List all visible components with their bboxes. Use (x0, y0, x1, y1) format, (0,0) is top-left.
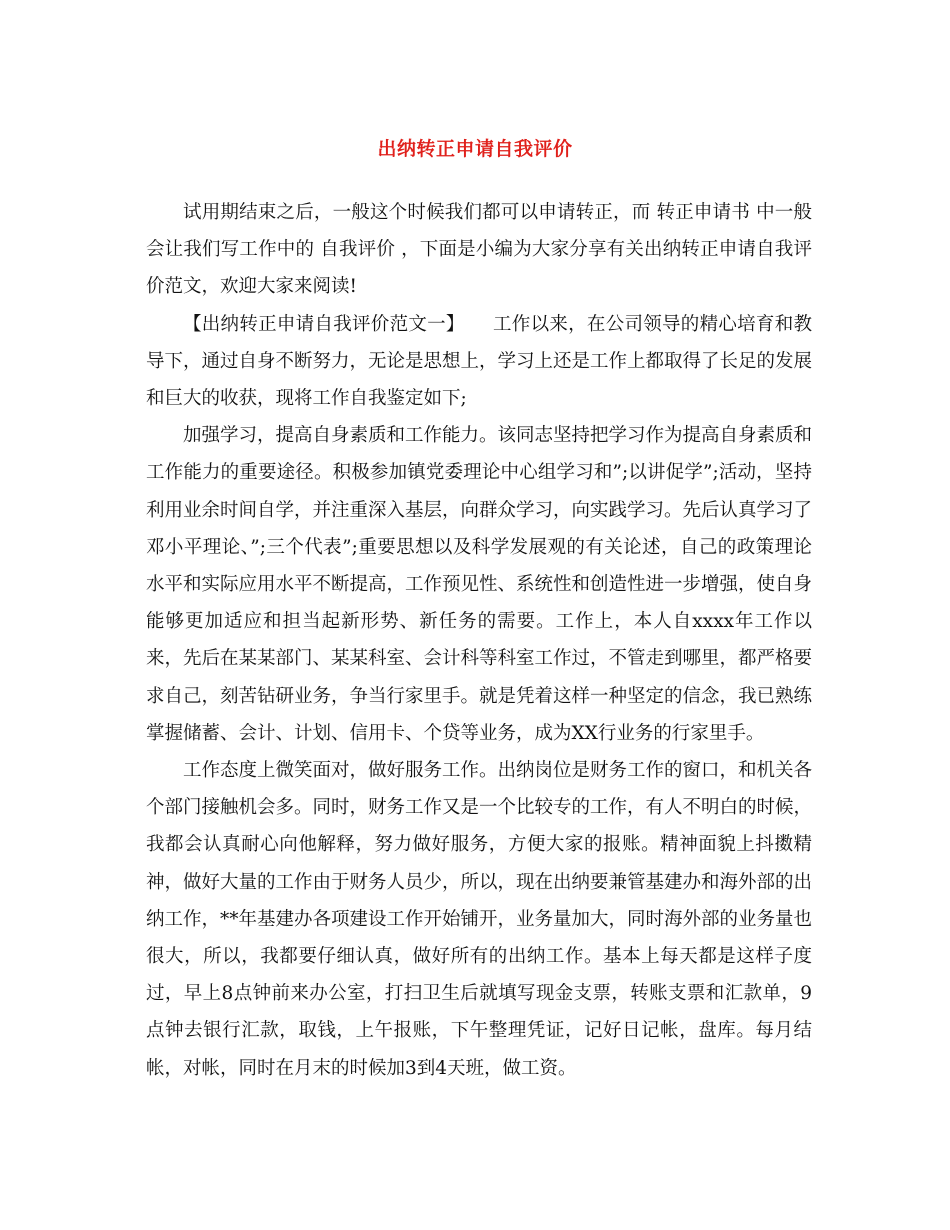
document-title: 出纳转正申请自我评价 (377, 138, 573, 160)
document-body (146, 194, 812, 1087)
paragraph-sample-one: 【出纳转正申请自我评价范文一】 工作以来，在公司领导的精心培育和教导下，通过自身不断努力，无论是思想上，学习上还是工作上都取得了长足的发展和巨大的收获，现将工作自我鉴定如下; (146, 313, 813, 410)
paragraph-study: 加强学习，提高自身素质和工作能力。该同志坚持把学习作为提高自身素质和工作能力的重要途径。积极参加镇党委理论中心组学习和”;以讲促学”;活动，坚持利用业余时间自学，并注重深入基层，向群众学习，向实践学习。先后认真学习了邓小平理论、”;三个代表”;重要思想以及科学发展观的有关论述，自己的政策理论水平和实际应用水平不断提高，工作预见性、系统性和创造性进一步增强，使自身能够更加适应和担当起新形势、新任务的需要。工作上，本人自xxxx年工作以来，先后在某某部门、某某科室、会计科等科室工作过，不管走到哪里，都严格要求自己，刻苦钻研业务，争当行家里手。就是凭着这样一种坚定的信念，我已熟练掌握储蓄、会计、计划、信用卡、个贷等业务，成为XX行业务的行家里手。 (146, 425, 813, 744)
paragraph-intro: 试用期结束之后，一般这个时候我们都可以申请转正，而 转正申请书 中一般会让我们写工作中的 自我评价 ，下面是小编为大家分享有关出纳转正申请自我评价范文，欢迎大家来阅读! (146, 202, 812, 298)
paragraph-service: 工作态度上微笑面对，做好服务工作。出纳岗位是财务工作的窗口，和机关各个部门接触机会多。同时，财务工作又是一个比较专的工作，有人不明白的时候，我都会认真耐心向他解释，努力做好服务，方便大家的报账。精神面貌上抖擞精神，做好大量的工作由于财务人员少，所以，现在出纳要兼管基建办和海外部的出纳工作，**年基建办各项建设工作开始铺开，业务量加大，同时海外部的业务量也很大，所以，我都要仔细认真，做好所有的出纳工作。基本上每天都是这样子度过，早上8点钟前来办公室，打扫卫生后就填写现金支票，转账支票和汇款单，9点钟去银行汇款，取钱，上午报账，下午整理凭证，记好日记帐，盘库。每月结帐，对帐，同时在月末的时候加3到4天班，做工资。 (146, 760, 813, 1079)
